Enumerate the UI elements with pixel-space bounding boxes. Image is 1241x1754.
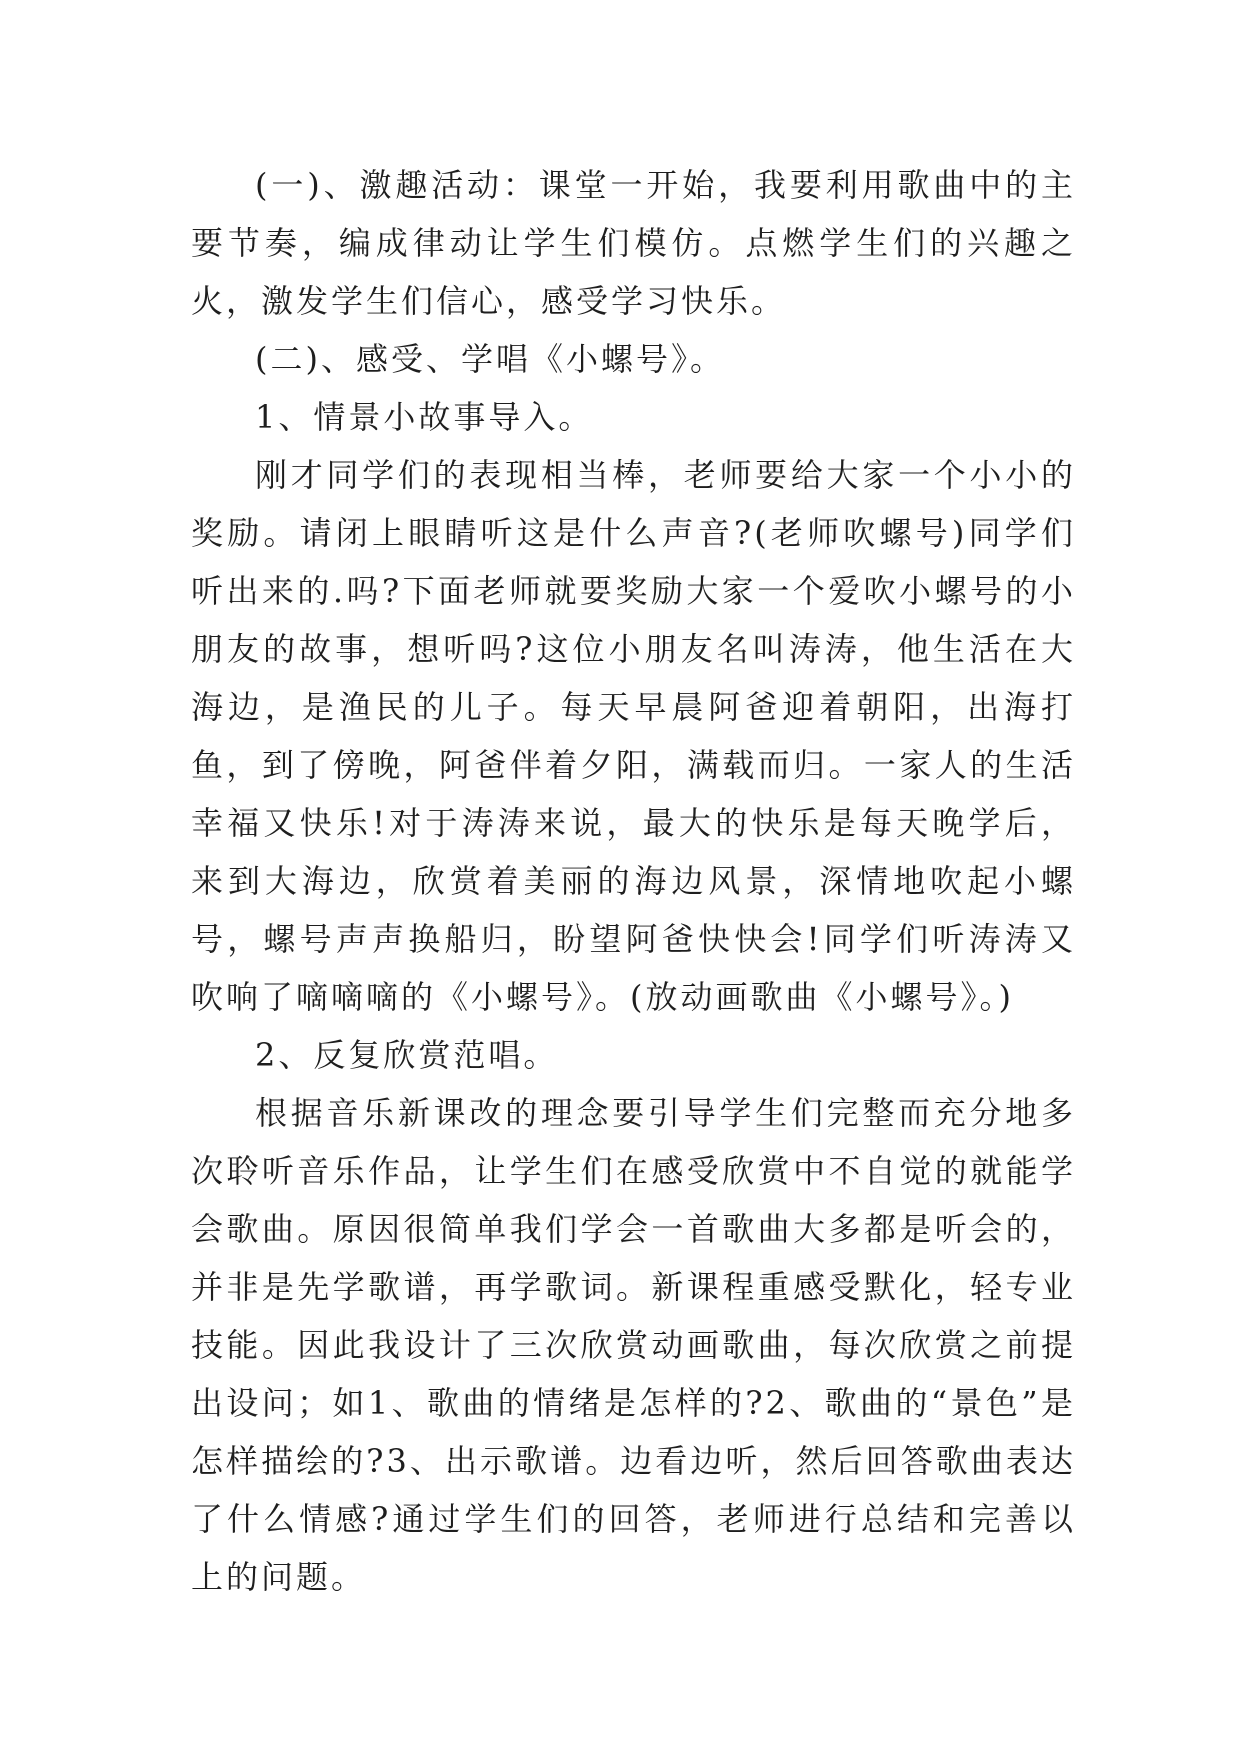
paragraph-step-two-heading: 2、反复欣赏范唱。	[255, 1036, 559, 1074]
document-body	[191, 156, 1076, 1606]
paragraph-story: 刚才同学们的表现相当棒，老师要给大家一个小小的奖励。请闭上眼睛听这是什么声音?(老师吹螺号)同学们听出来的.吗?下面老师就要奖励大家一个爱吹小螺号的小朋友的故事，想听吗?这位小朋友名叫涛涛，他生活在大海边，是渔民的儿子。每天早晨阿爸迎着朝阳，出海打鱼，到了傍晚，阿爸伴着夕阳，满载而归。一家人的生活幸福又快乐!对于涛涛来说，最大的快乐是每天晚学后，来到大海边，欣赏着美丽的海边风景，深情地吹起小螺号，螺号声声换船归，盼望阿爸快快会!同学们听涛涛又吹响了嘀嘀嘀的《小螺号》。(放动画歌曲《小螺号》。)	[191, 456, 1076, 1016]
paragraph-listening-method: 根据音乐新课改的理念要引导学生们完整而充分地多次聆听音乐作品，让学生们在感受欣赏中不自觉的就能学会歌曲。原因很简单我们学会一首歌曲大多都是听会的，并非是先学歌谱，再学歌词。新课程重感受默化，轻专业技能。因此我设计了三次欣赏动画歌曲，每次欣赏之前提出设问；如1、歌曲的情绪是怎样的?2、歌曲的“景色”是怎样描绘的?3、出示歌谱。边看边听，然后回答歌曲表达了什么情感?通过学生们的回答，老师进行总结和完善以上的问题。	[191, 1094, 1076, 1596]
paragraph-activity-intro: (一)、激趣活动：课堂一开始，我要利用歌曲中的主要节奏，编成律动让学生们模仿。点燃学生们的兴趣之火，激发学生们信心，感受学习快乐。	[191, 166, 1076, 320]
paragraph-step-one-heading: 1、情景小故事导入。	[255, 398, 594, 436]
paragraph-section-two-heading: (二)、感受、学唱《小螺号》。	[255, 340, 725, 378]
